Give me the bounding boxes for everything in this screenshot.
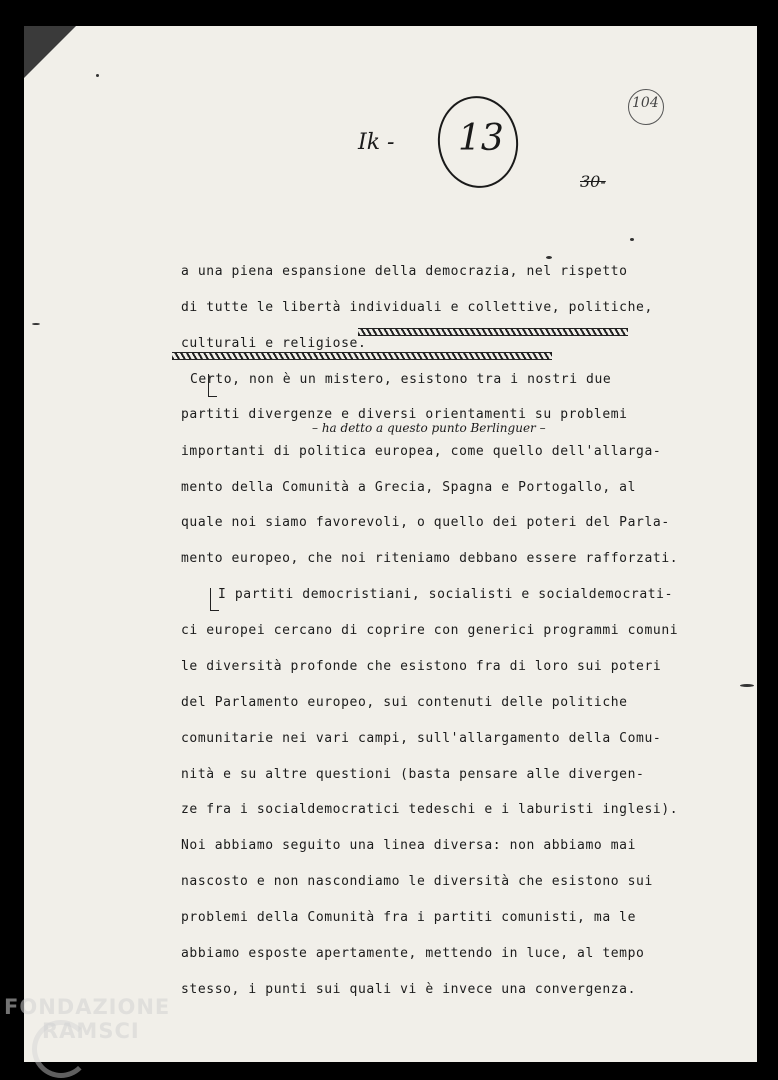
text-line: mento della Comunità a Grecia, Spagna e Portogallo, al [181, 480, 637, 495]
watermark-line-1: FONDAZIONE [4, 995, 171, 1019]
handwritten-page-number: 13 [458, 118, 504, 159]
ink-speck [546, 256, 552, 259]
paragraph-mark [208, 374, 217, 397]
text-line: partiti divergenze e diversi orientamenti su problemi [181, 407, 628, 422]
text-line: importanti di politica europea, come quello dell'allarga- [181, 444, 662, 459]
handwritten-page-prefix: Ik - [358, 130, 395, 155]
text-line: le diversità profonde che esistono fra di loro sui poteri [181, 659, 662, 674]
text-line: nascosto e non nascondiamo le diversità che esistono sui [181, 874, 653, 889]
margin-mark [740, 684, 754, 687]
text-line: a una piena espansione della democrazia, nel rispetto [181, 264, 628, 279]
text-line: culturali e religiose. [181, 336, 367, 351]
paragraph-mark [210, 588, 219, 611]
text-line: del Parlamento europeo, sui contenuti delle politiche [181, 695, 628, 710]
text-line: stesso, i punti sui quali vi è invece una convergenza. [181, 982, 637, 997]
text-line: nità e su altre questioni (basta pensare alle divergen- [181, 767, 645, 782]
document-page [24, 26, 757, 1062]
ink-speck [96, 74, 99, 77]
text-line: di tutte le libertà individuali e collettive, politiche, [181, 300, 653, 315]
margin-mark [32, 323, 40, 325]
text-line: quale noi siamo favorevoli, o quello dei poteri del Parla- [181, 515, 670, 530]
struck-out-text [172, 352, 552, 360]
struck-page-number: 30- [580, 172, 606, 191]
text-line: ci europei cercano di coprire con generici programmi comuni [181, 623, 679, 638]
text-line: mento europeo, che noi riteniamo debbano essere rafforzati. [181, 551, 679, 566]
text-line: problemi della Comunità fra i partiti comunisti, ma le [181, 910, 637, 925]
text-line: abbiamo esposte apertamente, mettendo in luce, al tempo [181, 946, 645, 961]
page-corner-fold [24, 26, 76, 78]
text-line: Noi abbiamo seguito una linea diversa: non abbiamo mai [181, 838, 637, 853]
struck-out-text [358, 328, 628, 336]
text-line: I partiti democristiani, socialisti e socialdemocrati- [218, 587, 674, 602]
text-line: Certo, non è un mistero, esistono tra i nostri due [190, 372, 612, 387]
watermark-line-2: RAMSCI [42, 1019, 140, 1043]
ink-speck [630, 238, 634, 241]
text-line: comunitarie nei vari campi, sull'allargamento della Comu- [181, 731, 662, 746]
watermark [4, 995, 170, 1043]
text-line: ze fra i socialdemocratici tedeschi e i laburisti inglesi). [181, 802, 679, 817]
archive-number: 104 [632, 95, 659, 111]
handwritten-annotation: – ha detto a questo punto Berlinguer – [312, 421, 546, 435]
